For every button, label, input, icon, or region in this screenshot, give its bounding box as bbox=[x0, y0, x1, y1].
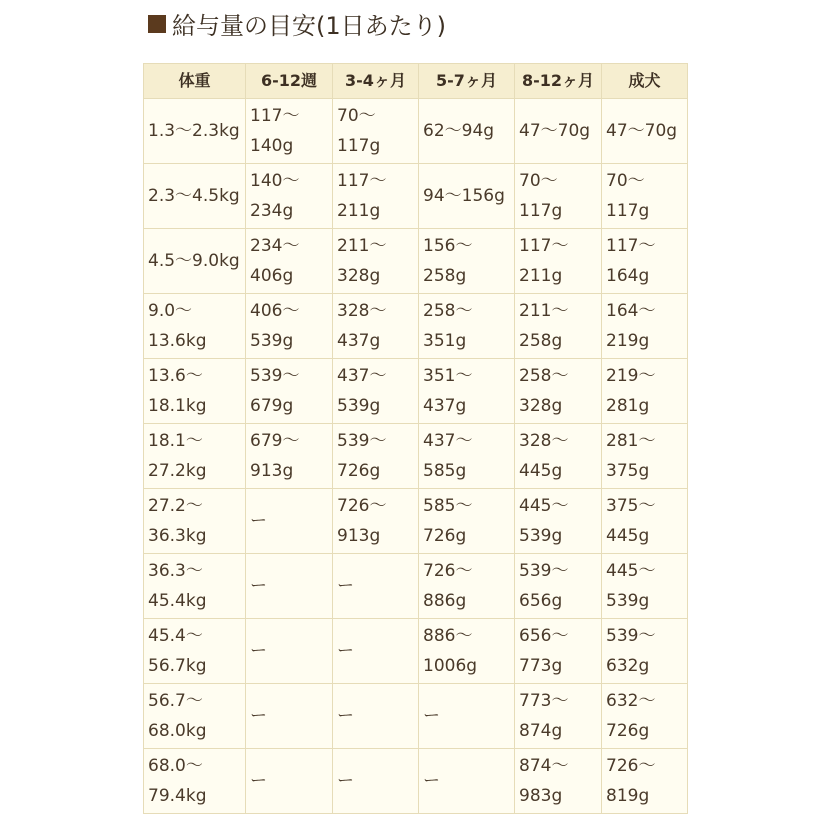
header-8-12-months: 8-12ヶ月 bbox=[515, 64, 602, 99]
amount-cell: 62〜94g bbox=[419, 99, 515, 164]
amount-cell: 886〜 1006g bbox=[419, 619, 515, 684]
weight-cell: 36.3〜 45.4kg bbox=[144, 554, 246, 619]
header-weight: 体重 bbox=[144, 64, 246, 99]
amount-cell: 219〜 281g bbox=[602, 359, 688, 424]
table-row bbox=[144, 359, 688, 424]
amount-cell: 70〜117g bbox=[515, 164, 602, 229]
amount-cell: ー bbox=[246, 489, 333, 554]
amount-cell: ー bbox=[333, 619, 419, 684]
table-row bbox=[144, 684, 688, 749]
header-6-12-weeks: 6-12週 bbox=[246, 64, 333, 99]
amount-cell: 445〜 539g bbox=[515, 489, 602, 554]
amount-cell: 445〜 539g bbox=[602, 554, 688, 619]
amount-cell: 773〜 874g bbox=[515, 684, 602, 749]
weight-cell: 2.3〜4.5kg bbox=[144, 164, 246, 229]
amount-cell: 539〜 632g bbox=[602, 619, 688, 684]
weight-cell: 68.0〜 79.4kg bbox=[144, 749, 246, 814]
weight-cell: 18.1〜 27.2kg bbox=[144, 424, 246, 489]
amount-cell: ー bbox=[333, 749, 419, 814]
amount-cell: 234〜 406g bbox=[246, 229, 333, 294]
amount-cell: 94〜156g bbox=[419, 164, 515, 229]
weight-cell: 4.5〜9.0kg bbox=[144, 229, 246, 294]
amount-cell: 351〜437g bbox=[419, 359, 515, 424]
amount-cell: 632〜 726g bbox=[602, 684, 688, 749]
table-row bbox=[144, 424, 688, 489]
amount-cell: 328〜 445g bbox=[515, 424, 602, 489]
table-row bbox=[144, 229, 688, 294]
amount-cell: 47〜70g bbox=[515, 99, 602, 164]
amount-cell: 156〜258g bbox=[419, 229, 515, 294]
amount-cell: 117〜 164g bbox=[602, 229, 688, 294]
amount-cell: ー bbox=[246, 554, 333, 619]
weight-cell: 9.0〜 13.6kg bbox=[144, 294, 246, 359]
table-row bbox=[144, 164, 688, 229]
amount-cell: 539〜 679g bbox=[246, 359, 333, 424]
amount-cell: 726〜 913g bbox=[333, 489, 419, 554]
section-heading bbox=[148, 6, 446, 41]
amount-cell: 117〜 140g bbox=[246, 99, 333, 164]
amount-cell: 437〜 539g bbox=[333, 359, 419, 424]
amount-cell: 211〜 328g bbox=[333, 229, 419, 294]
amount-cell: ー bbox=[333, 684, 419, 749]
amount-cell: ー bbox=[246, 684, 333, 749]
amount-cell: 47〜70g bbox=[602, 99, 688, 164]
amount-cell: ー bbox=[333, 554, 419, 619]
amount-cell: 117〜 211g bbox=[333, 164, 419, 229]
header-5-7-months: 5-7ヶ月 bbox=[419, 64, 515, 99]
table-row bbox=[144, 294, 688, 359]
amount-cell: 375〜 445g bbox=[602, 489, 688, 554]
table-header-row bbox=[144, 64, 688, 99]
amount-cell: 70〜117g bbox=[333, 99, 419, 164]
amount-cell: 140〜 234g bbox=[246, 164, 333, 229]
amount-cell: ー bbox=[419, 684, 515, 749]
amount-cell: 406〜 539g bbox=[246, 294, 333, 359]
amount-cell: 539〜 726g bbox=[333, 424, 419, 489]
table-row bbox=[144, 749, 688, 814]
amount-cell: 539〜 656g bbox=[515, 554, 602, 619]
table-row bbox=[144, 554, 688, 619]
feeding-amount-table bbox=[143, 63, 688, 814]
header-adult: 成犬 bbox=[602, 64, 688, 99]
amount-cell: 281〜 375g bbox=[602, 424, 688, 489]
table-row bbox=[144, 489, 688, 554]
section-title: 給与量の目安(1日あたり) bbox=[172, 12, 446, 40]
amount-cell: 726〜886g bbox=[419, 554, 515, 619]
square-bullet-icon bbox=[148, 15, 166, 33]
amount-cell: ー bbox=[246, 619, 333, 684]
amount-cell: 164〜 219g bbox=[602, 294, 688, 359]
table-row bbox=[144, 99, 688, 164]
weight-cell: 45.4〜 56.7kg bbox=[144, 619, 246, 684]
amount-cell: ー bbox=[246, 749, 333, 814]
amount-cell: 437〜585g bbox=[419, 424, 515, 489]
amount-cell: 258〜 328g bbox=[515, 359, 602, 424]
amount-cell: 585〜726g bbox=[419, 489, 515, 554]
weight-cell: 56.7〜 68.0kg bbox=[144, 684, 246, 749]
weight-cell: 1.3〜2.3kg bbox=[144, 99, 246, 164]
weight-cell: 13.6〜 18.1kg bbox=[144, 359, 246, 424]
amount-cell: 70〜117g bbox=[602, 164, 688, 229]
table-row bbox=[144, 619, 688, 684]
amount-cell: 874〜 983g bbox=[515, 749, 602, 814]
amount-cell: 656〜 773g bbox=[515, 619, 602, 684]
amount-cell: 117〜 211g bbox=[515, 229, 602, 294]
amount-cell: 328〜 437g bbox=[333, 294, 419, 359]
amount-cell: ー bbox=[419, 749, 515, 814]
header-3-4-months: 3-4ヶ月 bbox=[333, 64, 419, 99]
amount-cell: 679〜 913g bbox=[246, 424, 333, 489]
amount-cell: 211〜 258g bbox=[515, 294, 602, 359]
amount-cell: 258〜351g bbox=[419, 294, 515, 359]
amount-cell: 726〜 819g bbox=[602, 749, 688, 814]
weight-cell: 27.2〜 36.3kg bbox=[144, 489, 246, 554]
